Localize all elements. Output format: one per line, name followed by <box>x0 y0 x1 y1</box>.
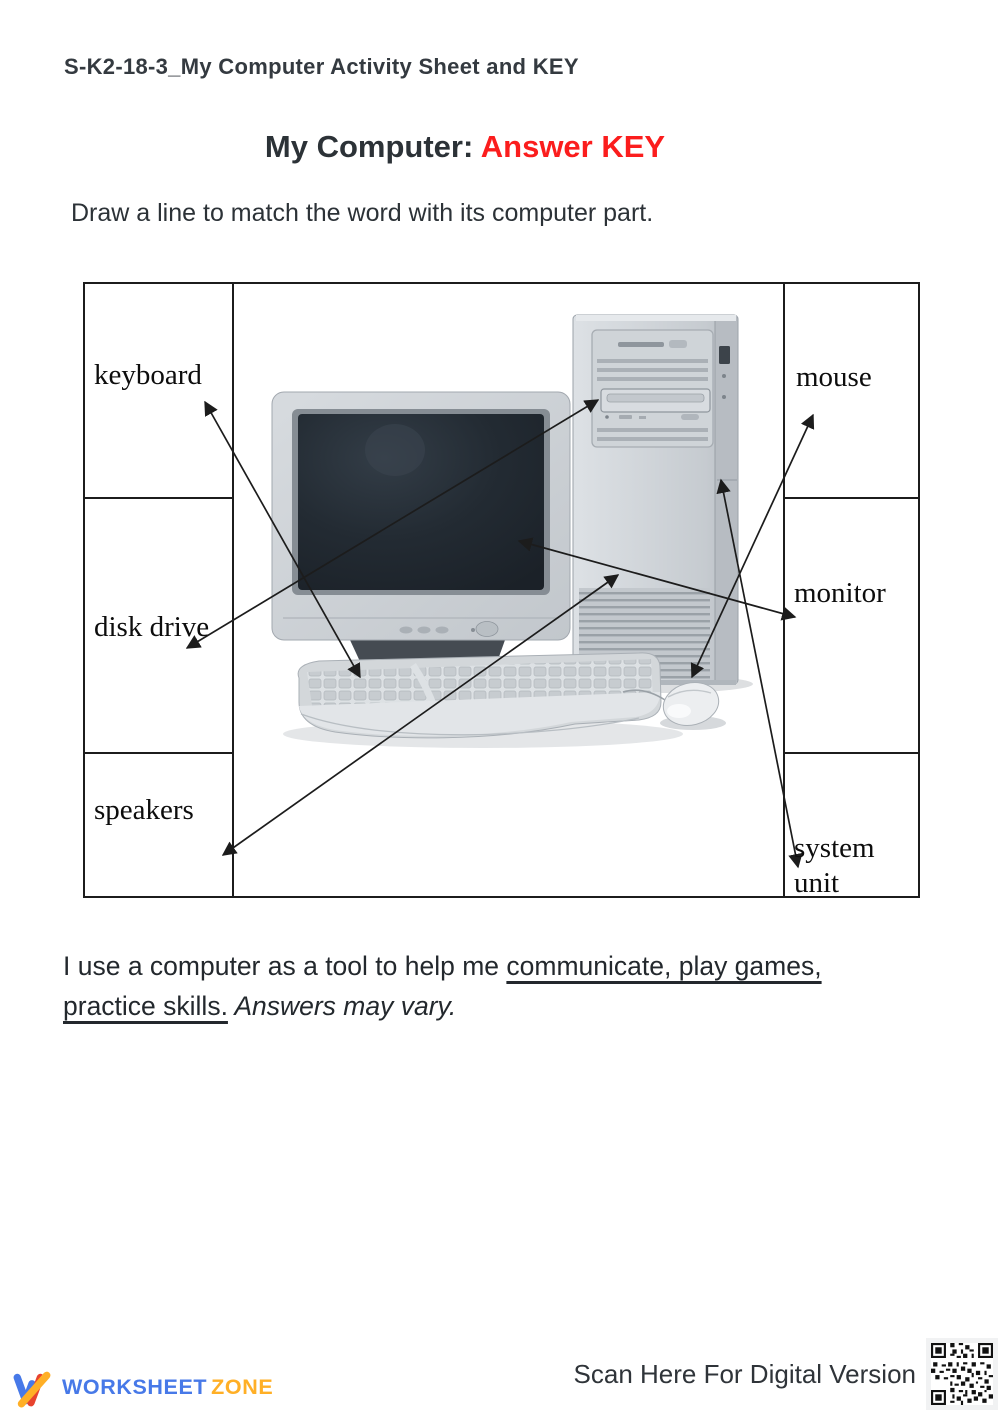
worksheetzone-logo <box>10 1368 273 1408</box>
document-filename: S-K2-18-3_My Computer Activity Sheet and KEY <box>64 54 579 79</box>
title-answer-key: Answer KEY <box>480 129 666 164</box>
fill-in-sentence <box>63 946 963 1026</box>
answer-underlined-2: practice skills. <box>63 991 228 1021</box>
title-main: My Computer: <box>264 129 481 164</box>
monitor-power-button <box>476 622 498 637</box>
brand-text <box>62 1377 273 1399</box>
label-disk-drive: disk drive <box>94 611 210 643</box>
answers-may-vary-note: Answers may vary. <box>227 991 457 1021</box>
label-system-unit: system unit <box>794 832 875 899</box>
scan-here-text: Scan Here For Digital Version <box>573 1358 916 1389</box>
brand-worksheet: WORKSHEET <box>62 1375 208 1400</box>
brand-zone: ZONE <box>211 1375 274 1400</box>
power-badge <box>719 346 730 364</box>
floppy-drive-slot <box>618 342 664 347</box>
instruction-text: Draw a line to match the word with its computer part. <box>71 199 654 227</box>
label-monitor: monitor <box>794 577 886 609</box>
computer-photo <box>272 315 753 748</box>
monitor-image <box>272 392 570 668</box>
worksheetzone-w-icon <box>10 1368 54 1408</box>
qr-code <box>926 1338 998 1410</box>
sentence-prefix: I use a computer as a tool to help me <box>63 951 507 981</box>
label-keyboard: keyboard <box>94 359 202 391</box>
label-speakers: speakers <box>94 794 194 826</box>
page-title <box>65 129 865 165</box>
answer-underlined-1: communicate, play games, <box>506 951 822 981</box>
scan-footer <box>574 1338 998 1410</box>
tower-side-panel <box>715 316 737 683</box>
label-mouse: mouse <box>796 361 872 393</box>
sentence-line-1 <box>63 946 963 986</box>
sentence-line-2 <box>63 986 963 1026</box>
